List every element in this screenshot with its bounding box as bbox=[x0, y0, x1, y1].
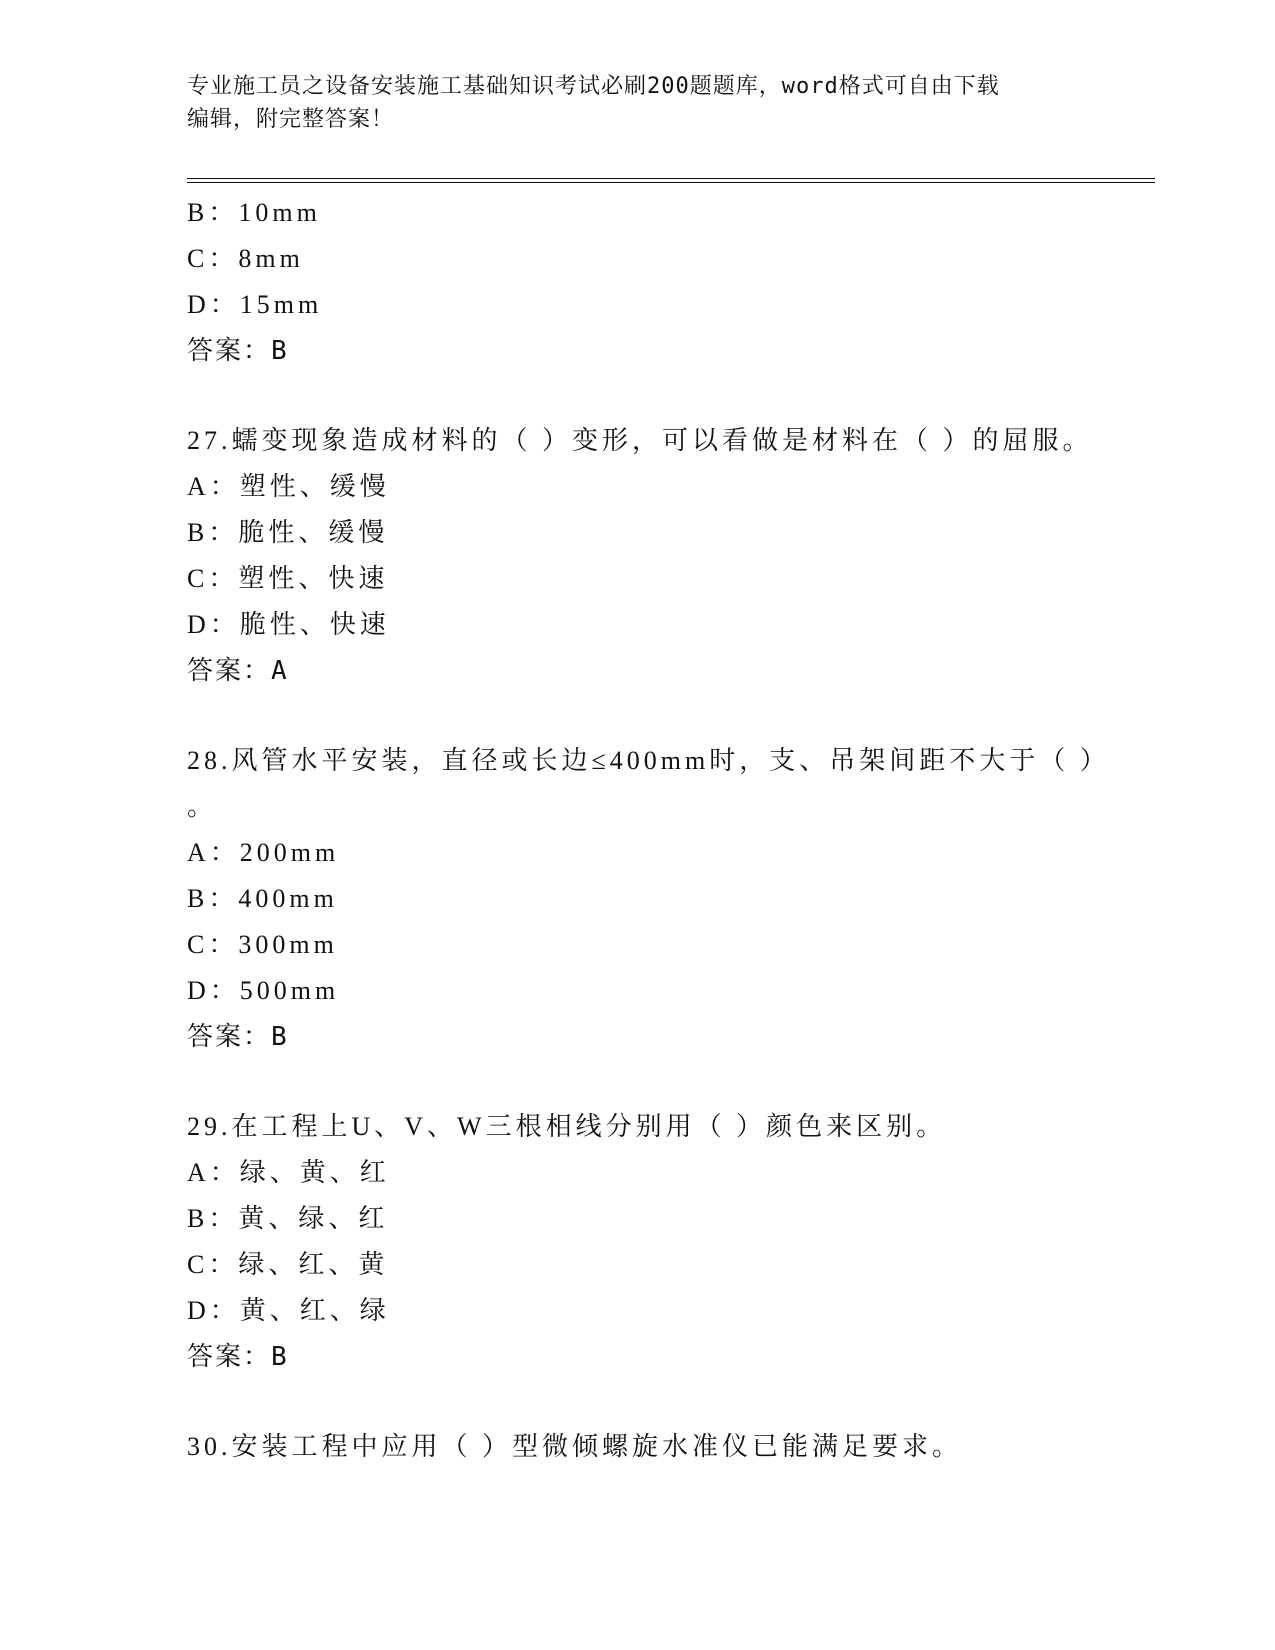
question-26 bbox=[187, 190, 1107, 374]
answer-line: 答案：A bbox=[187, 656, 289, 686]
answer-line: 答案：B bbox=[187, 1342, 289, 1372]
option-b: B：10mm bbox=[187, 198, 321, 227]
header-divider bbox=[187, 178, 1155, 183]
question-stem-continuation: 。 bbox=[187, 792, 218, 821]
option-a: A：塑性、缓慢 bbox=[187, 472, 390, 501]
question-27 bbox=[187, 418, 1107, 694]
question-29 bbox=[187, 1104, 1107, 1380]
option-c: C：绿、红、黄 bbox=[187, 1250, 389, 1279]
option-c: C：塑性、快速 bbox=[187, 564, 389, 593]
spacer bbox=[187, 374, 1107, 418]
question-30 bbox=[187, 1424, 1107, 1470]
option-d: D：15mm bbox=[187, 290, 323, 319]
question-stem: 29.在工程上U、V、W三根相线分别用（ ）颜色来区别。 bbox=[187, 1112, 947, 1141]
header-line-2: 编辑，附完整答案！ bbox=[187, 107, 395, 132]
option-d: D：脆性、快速 bbox=[187, 610, 390, 639]
question-stem: 28.风管水平安装，直径或长边≤400mm时，支、吊架间距不大于（ ） bbox=[187, 746, 1110, 775]
option-a: A：绿、黄、红 bbox=[187, 1158, 390, 1187]
spacer bbox=[187, 1060, 1107, 1104]
answer-line: 答案：B bbox=[187, 336, 289, 366]
header-line-1: 专业施工员之设备安装施工基础知识考试必刷200题题库，word格式可自由下载 bbox=[187, 74, 1000, 99]
question-stem: 27.蠕变现象造成材料的（ ）变形，可以看做是材料在（ ）的屈服。 bbox=[187, 426, 1093, 455]
question-stem: 30.安装工程中应用（ ）型微倾螺旋水准仪已能满足要求。 bbox=[187, 1432, 963, 1461]
document-body bbox=[187, 190, 1110, 1470]
option-b: B：400mm bbox=[187, 884, 338, 913]
option-a: A：200mm bbox=[187, 838, 340, 867]
question-28 bbox=[187, 738, 1110, 1060]
option-b: B：黄、绿、红 bbox=[187, 1204, 389, 1233]
spacer bbox=[187, 694, 1107, 738]
document-header bbox=[187, 70, 1087, 136]
option-d: D：500mm bbox=[187, 976, 340, 1005]
option-b: B：脆性、缓慢 bbox=[187, 518, 389, 547]
option-c: C：8mm bbox=[187, 244, 304, 273]
option-d: D：黄、红、绿 bbox=[187, 1296, 390, 1325]
spacer bbox=[187, 1380, 1107, 1424]
answer-line: 答案：B bbox=[187, 1022, 289, 1052]
option-c: C：300mm bbox=[187, 930, 338, 959]
